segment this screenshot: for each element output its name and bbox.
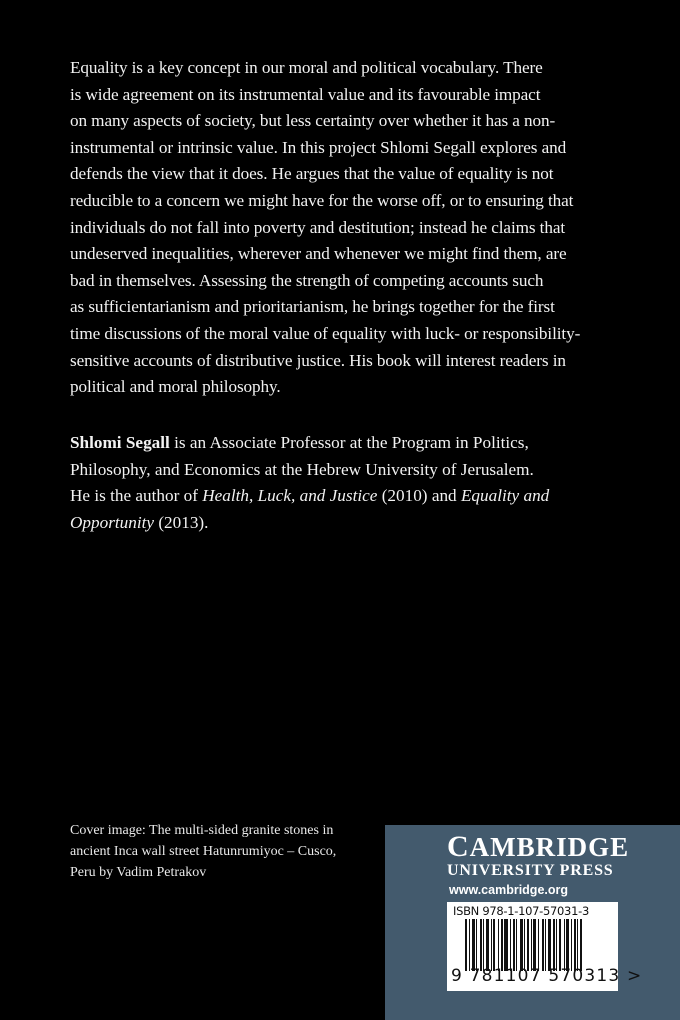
book-year: (2013). [154, 512, 209, 532]
publisher-url: www.cambridge.org [449, 883, 569, 897]
publisher-name [447, 830, 630, 863]
bio-line [70, 510, 575, 537]
credit-line: Peru by Vadim Petrakov [70, 865, 207, 880]
bio-line: Philosophy, and Economics at the Hebrew University of Jerusalem. [70, 459, 534, 479]
book-title: Opportunity [70, 512, 155, 532]
isbn-label: ISBN 978-1-107-57031-3 [453, 904, 589, 918]
publisher-name-initial: C [447, 830, 470, 863]
description-line: undeserved inequalities, wherever and whenever we might find them, are [70, 244, 567, 264]
barcode-bars-icon [465, 919, 605, 971]
description-line: sensitive accounts of distributive justice. His book will interest readers in [70, 350, 566, 370]
book-description [70, 55, 581, 401]
description-line: political and moral philosophy. [70, 377, 281, 397]
description-line: Equality is a key concept in our moral and political vocabulary. There [70, 58, 543, 77]
ean-digits: 9 781107 570313 > [451, 966, 643, 986]
book-year: (2010) and [377, 486, 461, 506]
bio-line [70, 483, 575, 510]
author-bio [70, 430, 575, 536]
description-line: defends the view that it does. He argues that the value of equality is not [70, 164, 554, 184]
credit-line: ancient Inca wall street Hatunrumiyoc – Cusco, [70, 844, 337, 859]
description-paragraph [70, 55, 581, 401]
description-line: is wide agreement on its instrumental value and its favourable impact [70, 84, 541, 104]
publisher-panel [385, 825, 680, 1020]
book-title: Health, Luck, and Justice [202, 486, 378, 506]
description-line: on many aspects of society, but less certainty over whether it has a non- [70, 111, 556, 131]
publisher-name-rest: AMBRIDGE [469, 832, 630, 862]
description-line: bad in themselves. Assessing the strength of competing accounts such [70, 270, 544, 290]
bio-text: He is the author of [70, 486, 203, 506]
book-title: Equality and [460, 486, 550, 506]
description-line: as sufficientarianism and prioritarianism, he brings together for the first [70, 297, 555, 317]
cover-image-credit [70, 820, 380, 883]
bio-text: is an Associate Professor at the Program in Politics, [169, 433, 529, 452]
description-line: reducible to a concern we might have for the worse off, or to ensuring that [70, 190, 574, 210]
barcode [447, 902, 643, 991]
bio-line [70, 430, 575, 457]
description-line: individuals do not fall into poverty and destitution; instead he claims that [70, 217, 566, 237]
description-line: time discussions of the moral value of equality with luck- or responsibility- [70, 323, 581, 343]
publisher-logo [447, 830, 630, 880]
publisher-subtitle: UNIVERSITY PRESS [447, 862, 614, 879]
description-line: instrumental or intrinsic value. In this project Shlomi Segall explores and [70, 137, 567, 157]
credit-line: Cover image: The multi-sided granite stones in [70, 823, 334, 838]
author-name: Shlomi Segall [70, 433, 170, 452]
